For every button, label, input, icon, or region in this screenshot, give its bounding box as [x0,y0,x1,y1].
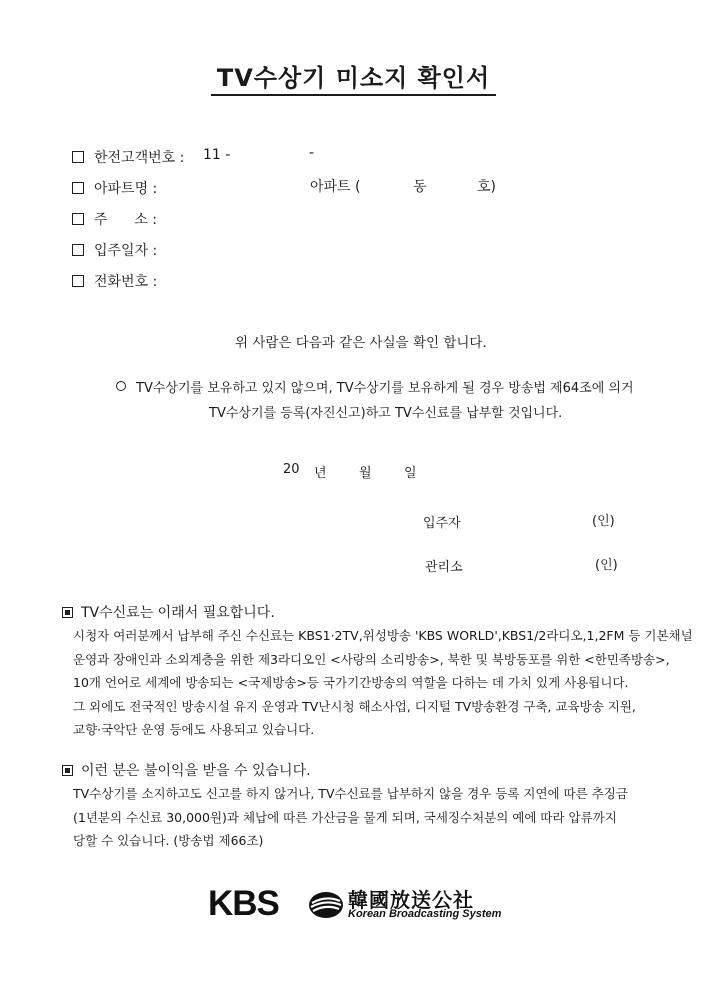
section-2-line: (1년분의 수신료 30,000원)과 체납에 따른 가산금을 물게 되며, 국세징수처분의 예에 따라 압류까지 [73,809,617,825]
kbs-logo-english: Korean Broadcasting System [348,908,502,920]
document-title-text: TV수상기 미소지 확인서 [211,64,496,96]
section-1-line: 시청자 여러분께서 납부해 주신 수신료는 KBS1·2TV,위성방송 'KBS WORLD',KBS1/2라디오,1,2FM 등 기본채널 [73,628,693,643]
square-bullet-icon [62,607,73,618]
section-1-line: 그 외에도 전국적인 방송시설 유지 운영과 TV난시청 해소사업, 디지털 TV방송환경 구축, 교육방송 지원, [73,698,636,714]
section-1-heading [62,602,275,622]
section-2-line: TV수상기를 소지하고도 신고를 하지 않거나, TV수신료를 납부하지 않을 경우 등록 지연에 따른 추징금 [73,786,628,801]
date-month-unit: 월 [359,466,372,481]
section-1-line: 운영과 장애인과 소외계층을 위한 제3라디오인 <사랑의 소리방송>, 북한 및 북방동포를 위한 <한민족방송>, [73,651,670,667]
move-in-date-label: 입주일자 : [94,243,158,259]
section-2-line: 당할 수 있습니다. (방송법 제66조) [73,833,264,848]
kbs-logo-text: KBS [208,884,279,923]
dong-label: 동 [413,179,427,195]
checkbox-icon [72,213,84,225]
customer-number-label: 한전고객번호 : [94,150,185,166]
customer-number-row [72,147,184,167]
move-in-date-row [72,240,157,260]
checkbox-icon [72,275,84,287]
customer-number-prefix: 11 - [203,147,231,163]
section-2-heading-text: 이런 분은 불이익을 받을 수 있습니다. [81,763,311,779]
checkbox-icon [72,244,84,256]
section-1-line: 10개 언어로 세계에 방송되는 <국제방송>등 국가기간방송의 역할을 다하는 데 가치 있게 사용됩니다. [73,675,629,690]
address-row [72,209,157,229]
apartment-unit-label: 아파트 ( [310,179,361,195]
section-1-line: 교향·국악단 운영 등에도 사용되고 있습니다. [73,722,315,737]
statement-line-1 [116,377,634,396]
address-label: 주 소 : [94,212,157,228]
kbs-emblem-icon [308,890,344,920]
phone-row [72,271,157,291]
document-title [0,58,707,93]
date-day-unit: 일 [404,466,417,481]
confirm-text: 위 사람은 다음과 같은 사실을 확인 합니다. [235,335,487,351]
kbs-logo-hanja: 韓國放送公社 [348,888,474,912]
checkbox-icon [72,182,84,194]
section-2-body [73,782,628,853]
resident-seal: (인) [592,514,615,529]
checkbox-icon [72,151,84,163]
square-bullet-icon [62,765,73,776]
statement-line-2: TV수상기를 등록(자진신고)하고 TV수신료를 납부할 것입니다. [209,406,563,421]
apartment-row [72,178,157,198]
section-1-body [73,624,693,742]
phone-label: 전화번호 : [94,274,158,290]
statement-line-1-text: TV수상기를 보유하고 있지 않으며, TV수상기를 보유하게 될 경우 방송법 제64조에 의거 [136,381,634,396]
ho-label: 호) [477,179,496,195]
office-label: 관리소 [425,560,463,575]
section-2-heading [62,760,311,780]
bullet-circle-icon [116,381,126,391]
section-1-heading-text: TV수신료는 이래서 필요합니다. [81,605,275,621]
resident-label: 입주자 [423,516,461,531]
customer-number-dash: - [309,145,315,161]
office-seal: (인) [595,558,618,573]
date-year: 20 [283,462,300,477]
apartment-label: 아파트명 : [94,181,158,197]
date-year-unit: 년 [314,466,327,481]
